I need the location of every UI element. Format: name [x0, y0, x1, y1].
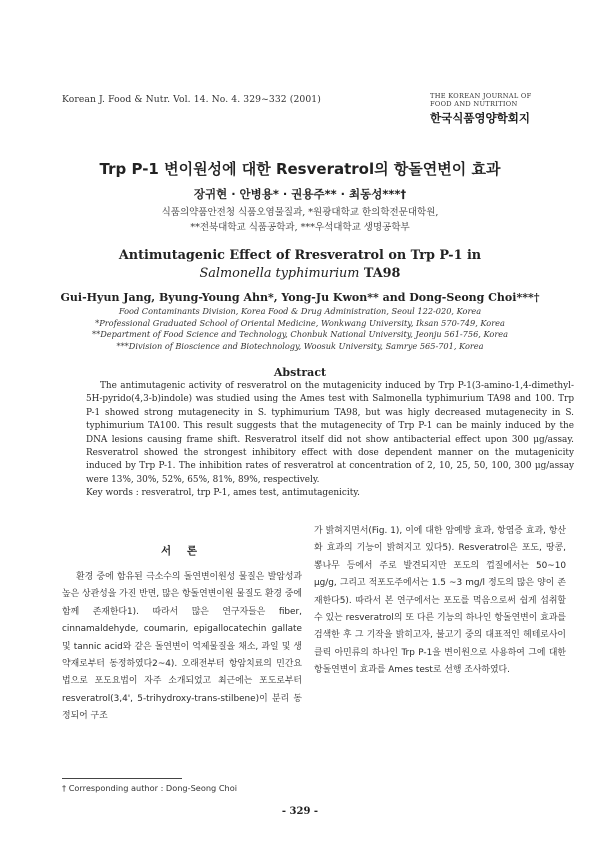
english-title-line2 — [0, 265, 600, 283]
journal-name-en-line2: FOOD AND NUTRITION — [430, 100, 518, 108]
introduction-heading: 서 론 — [161, 545, 203, 557]
journal-citation: Korean J. Food & Nutr. Vol. 14. No. 4. 329~332 (2001) — [62, 94, 321, 105]
footnote-divider — [62, 778, 182, 779]
english-affiliation-line: **Department of Food Science and Technology, Chonbuk National University, Jeonju 561-756, Korea — [92, 329, 508, 339]
korean-authors: 장귀현 · 안병용* · 권용주** · 최동성***† — [193, 187, 407, 201]
abstract-text: The antimutagenic activity of resveratrol on the mutagenicity induced by Trp P-1(3-amino-1,4-dimethyl-5H-pyrido(4,3-b)indole) was studied using the Ames test with Salmonella typhimurium TA98 and 100. Trp P-1 showed strong mutagenecity in S. typhimurium TA98, but was higly decreased mutagenecity in S. typhimurium TA100. This result suggests that the mutagenecity of Trp P-1 can be mainly induced by the DNA lesions causing frame shift. Resveratrol itself did not show antibacterial effect upon 300 μg/assay. Resveratrol showed the strongest inhibitory effect with dose dependent manner on the mutagenicity induced by Trp P-1. The inhibition rates of resveratrol at concentration of 2, 10, 25, 50, 100, 300 μg/assay were 13%, 30%, 52%, 65%, 81%, 89%, respectively. — [86, 381, 574, 485]
english-affiliations — [0, 306, 600, 352]
english-affiliation-line: Food Contaminants Division, Korea Food & Drug Administration, Seoul 122-020, Korea — [118, 306, 482, 316]
english-affiliation-line: *Professional Graduated School of Oriental Medicine, Wonkwang University, Iksan 570-749, Korea — [95, 317, 505, 328]
korean-affiliation-line: **전북대학교 식품공학과, ***우석대학교 생명공학부 — [190, 222, 410, 233]
english-affiliation-line: ***Division of Bioscience and Biotechnology, Woosuk University, Samrye 565-701, Korea — [116, 340, 484, 351]
corresponding-author-footnote: † Corresponding author : Dong-Seong Choi — [62, 783, 238, 793]
journal-name-kr: 한국식품영양학회지 — [430, 111, 530, 125]
keywords: Key words : resveratrol, trp P-1, ames test, antimutagenicity. — [86, 488, 360, 498]
korean-affiliation-line: 식품의약품안전청 식품오염물질과, *원광대학교 한의학전문대학원, — [161, 207, 439, 218]
introduction-right-column — [314, 523, 566, 680]
english-title-strain: TA98 — [363, 266, 401, 281]
english-authors: Gui-Hyun Jang, Byung-Young Ahn*, Yong-Ju Kwon** and Dong-Seong Choi***† — [60, 291, 540, 304]
abstract-heading: Abstract — [273, 366, 327, 379]
introduction-paragraph-continued: 가 밝혀지면서(Fig. 1), 이에 대한 암예방 효과, 항염증 효과, 항산화 효과의 기능이 밝혀지고 있다5). Resveratrol은 포도, 땅콩, 뽕나무 등에서 주로 발견되지만 포도의 껍질에서는 50~10 μg/g, 그리고 적포도주에서는 1.5 ~3 mg/l 정도의 많은 양이 존재한다5). 따라서 본 연구에서는 포도를 먹음으로써 쉽게 섭취할 수 있는 resveratrol의 또 다른 기능의 하나인 항돌연변이 효과를 검색한 후 그 기작을 밝히고자, 불고기 중의 대표적인 헤테로사이클릭 아민류의 하나인 Trp P-1을 변이원으로 사용하여 그에 대한 항돌연변이 효과를 Ames test로 선행 조사하였다. — [314, 526, 566, 676]
abstract-body — [86, 380, 574, 487]
korean-affiliations — [0, 205, 600, 235]
english-title-line1: Antimutagenic Effect of Rresveratrol on Trp P-1 in — [118, 248, 482, 263]
introduction-left-column — [62, 569, 302, 726]
introduction-paragraph: 환경 중에 함유된 극소수의 돌연변이원성 물질은 발암성과 높은 상관성을 가진 반면, 많은 항돌연변이원 물질도 환경 중에 함께 존재한다1). 따라서 많은 연구자들은 fiber, cinnamaldehyde, coumarin, epigallocatechin gallate 및 tannic acid와 같은 돌연변이 억제물질을 채소, 과일 및 생약재로부터 동정하였다2~4). 오래전부터 항암치료의 민간요법으로 포도요법이 자주 소개되었고 최근에는 포도로부터 resveratrol(3,4', 5-trihydroxy-trans-stilbene)이 분리 동정되어 구조 — [62, 572, 302, 722]
journal-name-en-line1: THE KOREAN JOURNAL OF — [430, 92, 532, 100]
english-title-species: Salmonella typhimurium — [199, 266, 360, 281]
english-title — [0, 247, 600, 283]
page-number: - 329 - — [281, 806, 319, 817]
journal-brand — [430, 92, 570, 126]
korean-title: Trp P-1 변이원성에 대한 Resveratrol의 항돌연변이 효과 — [99, 160, 501, 178]
